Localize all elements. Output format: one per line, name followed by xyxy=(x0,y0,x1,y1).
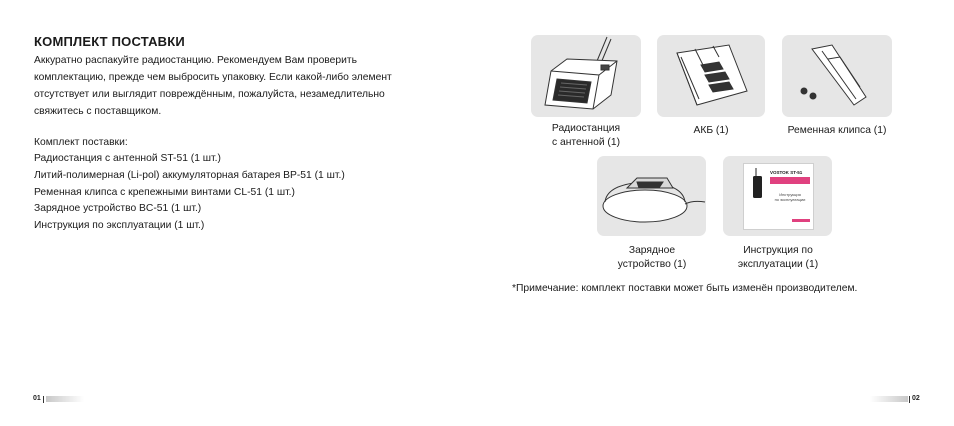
page-divider xyxy=(43,396,44,403)
manual-logo-mark xyxy=(792,219,810,222)
battery-card xyxy=(657,35,765,117)
footnote: *Примечание: комплект поставки может быть изменён производителем. xyxy=(512,283,858,294)
intro-line: свяжитесь с поставщиком. xyxy=(34,106,162,117)
battery-caption: АКБ (1) xyxy=(693,125,729,136)
section-title: КОМПЛЕКТ ПОСТАВКИ xyxy=(34,34,185,49)
caption-line: Зарядное xyxy=(628,245,676,256)
manual-cover-line: по эксплуатации xyxy=(774,197,806,202)
belt-clip-icon xyxy=(782,35,892,117)
manual-caption xyxy=(723,244,833,272)
page-number-right: 02 xyxy=(912,395,920,402)
list-heading: Комплект поставки: xyxy=(34,137,128,148)
page-divider xyxy=(909,396,910,403)
manual-cover-text xyxy=(770,192,810,202)
radio-caption xyxy=(536,122,636,150)
caption-line: Инструкция по xyxy=(743,245,813,256)
manual-model-text: ST-51 xyxy=(790,170,803,175)
list-item: Литий-полимерная (Li-pol) аккумуляторная батарея BP-51 (1 шт.) xyxy=(34,169,345,181)
footer-gradient-right xyxy=(870,396,908,402)
contents-list xyxy=(34,151,454,235)
intro-paragraph xyxy=(34,52,454,120)
caption-line: эксплуатации (1) xyxy=(737,259,819,270)
manual-cover xyxy=(743,163,814,230)
intro-line: Аккуратно распакуйте радиостанцию. Рекомендуем Вам проверить xyxy=(34,55,357,66)
list-item: Ременная клипса с крепежными винтами CL-51 (1 шт.) xyxy=(34,186,295,198)
list-item: Инструкция по эксплуатации (1 шт.) xyxy=(34,220,205,232)
charger-caption xyxy=(597,244,707,272)
manual-brand xyxy=(770,170,802,175)
manual-brand-text: VOSTOK xyxy=(770,170,789,175)
page-number-left: 01 xyxy=(33,395,41,402)
intro-line: отсутствует или выглядит повреждённым, пожалуйста, незамедлительно xyxy=(34,89,385,100)
list-item: Зарядное устройство BC-51 (1 шт.) xyxy=(34,203,202,215)
caption-line: устройство (1) xyxy=(617,259,687,270)
caption-line: Радиостанция xyxy=(551,123,621,134)
battery-icon xyxy=(657,35,765,117)
caption-line: с антенной (1) xyxy=(551,137,621,148)
radio-card xyxy=(531,35,641,117)
manual-cover-line: Инструкция xyxy=(779,192,801,197)
charger-icon xyxy=(597,156,706,236)
radio-icon xyxy=(531,35,641,117)
list-item: Радиостанция с антенной ST-51 (1 шт.) xyxy=(34,153,221,164)
clip-caption: Ременная клипса (1) xyxy=(787,125,887,136)
left-column xyxy=(34,34,454,235)
intro-line: комплектацию, прежде чем выбросить упаковку. Если какой-либо элемент xyxy=(34,72,392,83)
footer-gradient-left xyxy=(46,396,84,402)
clip-card xyxy=(782,35,892,117)
charger-card xyxy=(597,156,706,236)
manual-pink-band xyxy=(770,177,810,184)
